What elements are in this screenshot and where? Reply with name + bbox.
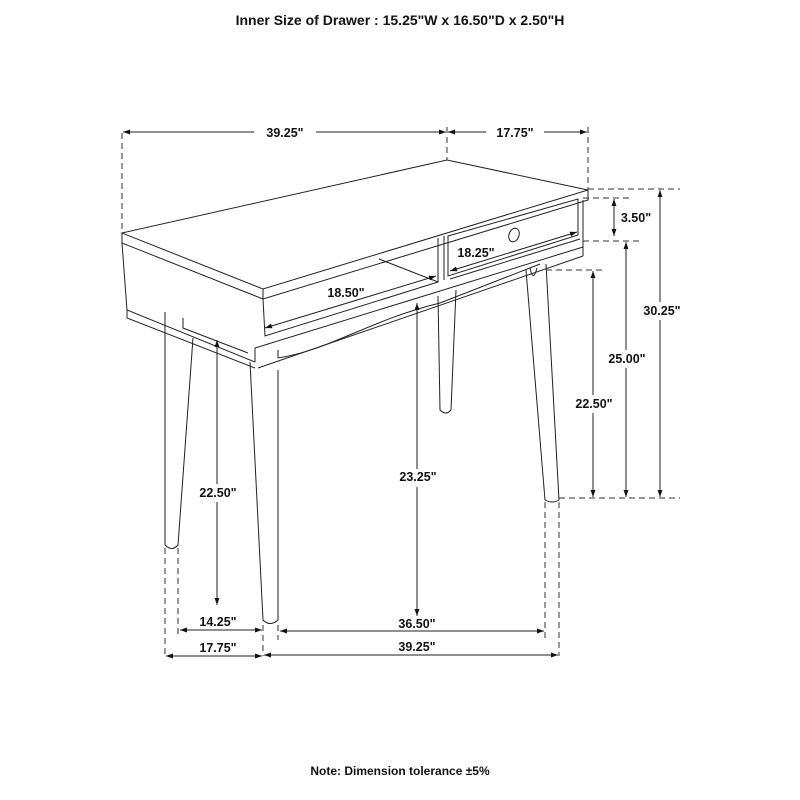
label-open-shelf-width: 18.50" (327, 286, 365, 300)
label-apron-clearance: 25.00" (608, 352, 646, 366)
label-knee-clearance: 23.25" (399, 470, 437, 484)
label-inner-leg-depth: 14.25" (199, 615, 237, 629)
label-leg-height-right: 22.50" (575, 397, 613, 411)
leg-right (526, 264, 559, 502)
leg-front-left (165, 312, 193, 549)
label-overall-width-top: 39.25" (266, 126, 304, 140)
label-drawer-width: 18.25" (457, 246, 495, 260)
label-leg-height-left: 22.50" (199, 486, 237, 500)
leg-front-center (250, 362, 278, 624)
drawer-inner-size-title: Inner Size of Drawer : 15.25"W x 16.50"D x 2.50"H (235, 12, 565, 28)
desk-body (122, 160, 588, 368)
label-inner-leg-width: 36.50" (398, 617, 436, 631)
label-overall-height: 30.25" (643, 304, 681, 318)
leg-back-center (438, 290, 456, 413)
drawer-knob-icon (507, 227, 521, 244)
desk-legs (165, 264, 559, 624)
extension-lines (122, 127, 680, 656)
label-overall-depth-bottom: 17.75" (199, 641, 237, 655)
label-drawer-height: 3.50" (620, 211, 652, 225)
dimension-lines (123, 132, 660, 656)
label-overall-width-bottom: 39.25" (398, 640, 436, 654)
desk-top-surface (122, 160, 588, 289)
label-overall-depth-top: 17.75" (496, 126, 534, 140)
tolerance-note: Note: Dimension tolerance ±5% (310, 764, 490, 778)
